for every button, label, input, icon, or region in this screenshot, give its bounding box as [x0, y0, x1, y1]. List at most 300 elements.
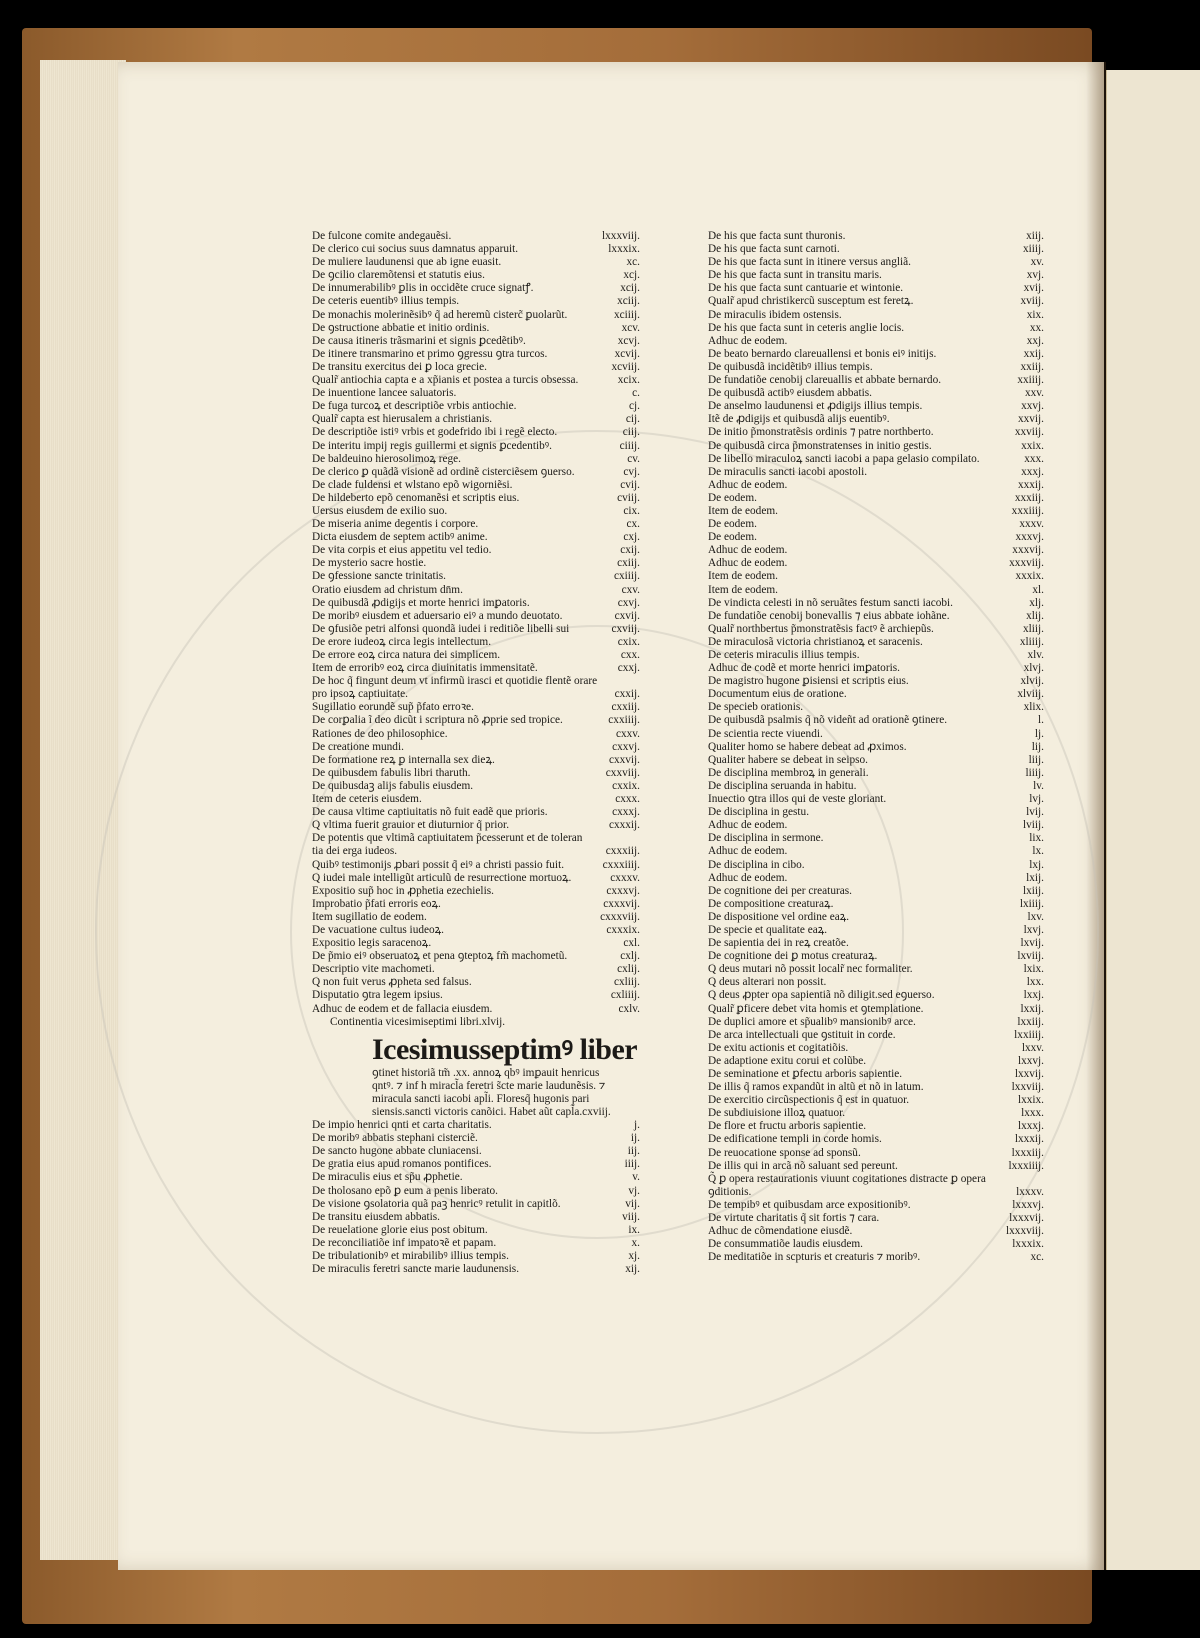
toc-entry	[312, 584, 640, 597]
toc-entry-number: lxxiij.	[1017, 1015, 1044, 1028]
toc-entry-title: De moribꝰ abbatis stephani cisterciẽ.	[312, 1132, 478, 1145]
toc-entry-number: lxxxv.	[1016, 1185, 1044, 1198]
toc-entry-title: De libello miraculoꝝ sancti iacobi a papa gelasio compilato.	[708, 452, 980, 465]
toc-entry	[708, 1212, 1044, 1225]
toc-entry-title: De quibusdã incidẽtibꝰ illius tempis.	[708, 360, 873, 373]
toc-entry	[312, 492, 640, 505]
toc-entry-number: lxv.	[1027, 910, 1044, 923]
toc-entry-title: De visione ꝯsolatoria quã paꝫ henricꝰ retulit in capitlõ.	[312, 1197, 561, 1210]
toc-entry	[708, 989, 1044, 1002]
toc-entry-title: De interitu impij regis guillermi et signis ꝑcedentibꝰ.	[312, 439, 552, 452]
toc-entry-title: De creatione mundi.	[312, 740, 404, 753]
toc-entry-title: Q̃ non fuit verus ꝓpheta sed falsus.	[312, 976, 472, 989]
toc-entry	[708, 518, 1044, 531]
toc-entry-number: vj.	[628, 1184, 640, 1197]
toc-entry	[708, 295, 1044, 308]
toc-entry	[708, 1238, 1044, 1251]
toc-entry	[708, 1081, 1044, 1094]
toc-entry-title: De causa itineris trãsmarini et signis ꝑcedẽtibꝰ.	[312, 334, 526, 347]
toc-entry-number: cxxvj.	[612, 740, 640, 753]
toc-entry-number: xxix.	[1021, 439, 1044, 452]
toc-entry	[312, 1211, 640, 1224]
toc-entry	[312, 845, 640, 858]
toc-entry	[708, 1120, 1044, 1133]
toc-entry	[312, 413, 640, 426]
toc-entry	[312, 453, 640, 466]
toc-entry-number: lxj.	[1029, 858, 1044, 871]
toc-entry	[312, 505, 640, 518]
toc-entry	[312, 859, 640, 872]
toc-entry-title: De quibusdã psalmis q̃ nõ videñt ad orationẽ ꝯtinere.	[708, 714, 948, 727]
toc-entry	[312, 636, 640, 649]
toc-entry-title: De magistro hugone ꝑisiensi et scriptis eius.	[708, 675, 909, 688]
toc-entry-number: lxviij.	[1017, 950, 1044, 963]
toc-entry-title: De transitu eiusdem abbatis.	[312, 1210, 441, 1223]
toc-entry-number: lxiiij.	[1019, 897, 1044, 910]
book-intro-line: miracula sancti iacobi apl̃i. Floresq̃ hugonis pari	[372, 1092, 590, 1105]
toc-entry	[708, 688, 1044, 701]
toc-entry	[708, 793, 1044, 806]
toc-entry-number: xxxviij.	[1009, 557, 1044, 570]
toc-entry-number: xlvij.	[1020, 675, 1044, 688]
toc-entry-title: Sugillatio eorundẽ sup̃ p̃fato erroꝛe.	[312, 701, 474, 714]
toc-entry-number: xlj.	[1029, 596, 1044, 609]
toc-entry-title: De miraculis sancti iacobi apostoli.	[708, 465, 868, 478]
toc-entry	[708, 1186, 1044, 1199]
toc-entry	[708, 767, 1044, 780]
toc-entry-number: cxxxvj.	[606, 884, 640, 897]
toc-entry-title: De arca intellectuali que ꝯstituit in corde.	[708, 1028, 896, 1041]
toc-entry-number: j.	[634, 1119, 640, 1132]
left-column	[312, 230, 640, 1276]
toc-entry-title: Expositio sup̃ hoc in ꝓphetia ezechielis.	[312, 884, 494, 897]
toc-entry	[708, 531, 1044, 544]
toc-entry	[312, 688, 640, 701]
toc-entry-number: cvij.	[620, 478, 640, 491]
toc-entry-number: lj.	[1034, 727, 1044, 740]
toc-entry	[708, 754, 1044, 767]
toc-entry	[708, 387, 1044, 400]
toc-entry-title: De impio henrici qnti et carta charitatis.	[312, 1119, 492, 1132]
book-intro-line: qntꝰ. ⁊ inf h miracl̃a feretri s̃cte marie laudunẽsis. ⁊	[372, 1079, 606, 1092]
toc-entry-title: De scientia recte viuendi.	[708, 727, 823, 740]
toc-entry	[312, 426, 640, 439]
toc-entry-title: De compositione creaturaꝝ.	[708, 897, 834, 910]
toc-entry	[312, 1158, 640, 1171]
toc-entry-title: De disciplina in cibo.	[708, 858, 805, 871]
toc-entry-title: Descriptio vite machometi.	[312, 963, 435, 976]
toc-entry-title: Adhuc de eodem.	[708, 478, 788, 491]
toc-entry-number: xxxv.	[1019, 518, 1044, 531]
toc-entry	[708, 649, 1044, 662]
book-intro-line: siensis.sancti victoris canõici. Habet aũt capl̃a.cxviij.	[372, 1106, 611, 1118]
toc-entry-title: De quibusdã ꝓdigijs et morte henrici imꝑatoris.	[312, 596, 530, 609]
toc-entry-title: De duplici amore et sp̃ualibꝰ mansionibꝰ arce.	[708, 1015, 916, 1028]
toc-entry	[312, 937, 640, 950]
toc-entry-title: De beato bernardo clareuallensi et bonis eiꝰ initijs.	[708, 347, 937, 360]
toc-entry	[312, 348, 640, 361]
toc-entry-number: cxxix.	[612, 779, 640, 792]
toc-entry	[312, 230, 640, 243]
toc-entry-title: Improbatio p̃fati erroris eoꝝ.	[312, 897, 441, 910]
toc-entry-title: De miraculosã victoria christianoꝝ et saracenis.	[708, 635, 923, 648]
toc-entry	[312, 610, 640, 623]
toc-entry-number: v.	[632, 1171, 640, 1184]
toc-entry	[312, 662, 640, 675]
toc-entry	[312, 479, 640, 492]
toc-entry	[708, 623, 1044, 636]
toc-entry-number: cv.	[627, 452, 640, 465]
toc-entry-title: Item de eodem.	[708, 570, 778, 583]
toc-entry-number: cxxxiiij.	[602, 858, 640, 871]
toc-entry	[312, 256, 640, 269]
toc-entry-number: lxxj.	[1023, 989, 1044, 1002]
toc-entry	[708, 976, 1044, 989]
toc-entry-title: Uersus eiusdem de exilio suo.	[312, 504, 448, 517]
toc-entry-number: xciij.	[617, 295, 640, 308]
toc-entry-title: Adhuc de codẽ et morte henrici imꝑatoris.	[708, 662, 900, 675]
toc-entry	[708, 348, 1044, 361]
toc-entry	[708, 1251, 1044, 1264]
toc-entry-number: cxvj.	[617, 596, 640, 609]
toc-entry-number: xciiij.	[613, 308, 640, 321]
toc-entry	[708, 243, 1044, 256]
toc-entry	[708, 1199, 1044, 1212]
toc-entry-title: De his que facta sunt in transitu maris.	[708, 269, 882, 282]
toc-entry-number: cxvij.	[614, 609, 640, 622]
toc-entry	[708, 309, 1044, 322]
toc-entry-number: xxiiij.	[1017, 374, 1044, 387]
toc-entry-title: De eodem.	[708, 531, 757, 544]
toc-entry-title: Q̃ vltima fuerit grauior et diuturnior q̃ prior.	[312, 819, 510, 832]
toc-entry-number: cxix.	[617, 635, 640, 648]
toc-entry-number: xcv.	[621, 321, 640, 334]
toc-entry-number: xcvij.	[614, 347, 640, 360]
toc-entry-number: lxxvij.	[1014, 1068, 1044, 1080]
toc-entry	[708, 557, 1044, 570]
toc-entry	[312, 754, 640, 767]
toc-entry-title: De mysterio sacre hostie.	[312, 557, 427, 570]
toc-entry-number: cxij.	[620, 544, 640, 557]
toc-entry	[312, 295, 640, 308]
toc-entry-number: lxxiiij.	[1014, 1028, 1044, 1041]
toc-entry-title: Q̃ deus ꝓpter opa sapientiã nõ diligit.sed eꝯuerso.	[708, 989, 935, 1002]
toc-entry-title: Qualiter homo se habere debeat ad ꝓximos.	[708, 740, 907, 753]
toc-entry-title: De ꝯfusiõe petri alfonsi quondã iudei i reditiõe libelli sui	[312, 622, 570, 635]
toc-entry	[708, 584, 1044, 597]
facing-page-edge	[1106, 70, 1200, 1570]
toc-entry	[312, 440, 640, 453]
toc-entry-title: De fulcone comite andegauẽsi.	[312, 230, 452, 242]
toc-entry-title: De innumerabilibꝰ ꝑlis in occidẽte cruce signatꝭ.	[312, 282, 534, 295]
toc-entry-number: ix.	[628, 1223, 640, 1236]
toc-entry-number: ciiij.	[619, 439, 640, 452]
toc-entry-number: lxxij.	[1020, 1002, 1044, 1015]
toc-entry-number: xxiij.	[1020, 360, 1044, 373]
toc-entry-title: Q̃ deus alterari non possit.	[708, 976, 827, 989]
toc-entry-number: xij.	[625, 1263, 640, 1276]
toc-entry-title: Adhuc de eodem et de fallacia eiusdem.	[312, 1002, 493, 1015]
toc-entry-number: lxxxiij.	[1011, 1146, 1044, 1159]
toc-entry-title: Qualiter habere se debeat in seipso.	[708, 753, 868, 766]
toc-entry-title: De his que facta sunt cantuarie et wintonie.	[708, 282, 904, 295]
toc-entry-title: De quibusdã circa p̃monstratenses in initio gestis.	[708, 439, 932, 452]
toc-entry-number: lxix.	[1023, 963, 1044, 976]
toc-entry	[312, 400, 640, 413]
toc-entry-title: De miseria anime degentis i corpore.	[312, 518, 479, 531]
toc-entry	[708, 479, 1044, 492]
toc-entry-title: Item de erroribꝰ eoꝝ circa diuinitatis immensitatẽ.	[312, 662, 538, 675]
toc-entry-title: Quibꝰ testimonijs ꝓbari possit q̃ eiꝰ a christi passio fuit.	[312, 858, 565, 871]
toc-entry	[312, 1224, 640, 1237]
toc-entry	[312, 701, 640, 714]
toc-entry-number: liiij.	[1025, 766, 1044, 779]
toc-entry-number: lij.	[1031, 740, 1044, 753]
toc-entry-title: De potentis que vltimã captiuitatem p̃cesserunt et de toleran	[312, 832, 583, 845]
toc-entry-title: De miraculis feretri sancte marie laudunensis.	[312, 1263, 520, 1276]
toc-entry-number: xxxvj.	[1015, 531, 1044, 544]
toc-entry	[312, 623, 640, 636]
toc-entry	[708, 361, 1044, 374]
toc-entry-title: Qualr̃ ꝑficere debet vita homis et ꝯtemplatione.	[708, 1002, 924, 1015]
toc-entry-title: De exercitio circũspectionis q̃ est in quatuor.	[708, 1094, 910, 1107]
toc-entry-number: lxvij.	[1020, 937, 1044, 950]
toc-entry	[708, 832, 1044, 845]
toc-entry-number: vij.	[625, 1197, 640, 1210]
toc-entry-title: De tholosano epõ ꝑ eum a penis liberato.	[312, 1184, 498, 1197]
toc-entry-number: cviij.	[617, 491, 640, 504]
toc-entry-title: tia dei erga iudeos.	[312, 845, 398, 858]
toc-entry	[312, 1250, 640, 1263]
toc-entry	[312, 597, 640, 610]
toc-entry	[708, 937, 1044, 950]
toc-entry-number: xxxiij.	[1014, 491, 1044, 504]
toc-entry	[312, 1263, 640, 1276]
toc-entry-number: cxxj.	[617, 662, 640, 675]
toc-entry	[312, 282, 640, 295]
toc-entry	[312, 570, 640, 583]
toc-entry-title: De anselmo laudunensi et ꝓdigijs illius tempis.	[708, 400, 923, 413]
toc-entry-title: De illis q̃ ramos expandũt in altũ et nõ in latum.	[708, 1081, 924, 1094]
toc-entry-title: De clade fuldensi et wlstano epõ wigorniẽsi.	[312, 478, 513, 491]
toc-entry	[708, 453, 1044, 466]
toc-entry-title: De his que facta sunt thuronis.	[708, 230, 846, 242]
toc-entry	[312, 466, 640, 479]
toc-entry-title: Item de eodem.	[708, 504, 778, 517]
toc-entry	[708, 505, 1044, 518]
book-intro-line: ꝯtinet historiã tm̃ .xx. annoꝝ qbꝰ imꝑauit henricus	[372, 1066, 600, 1079]
toc-entry-title: Item de eodem.	[708, 583, 778, 596]
toc-entry-title: De miraculis ibidem ostensis.	[708, 308, 842, 321]
toc-entry-number: lxxviij.	[1011, 1081, 1044, 1094]
toc-entry-number: xxij.	[1023, 347, 1044, 360]
toc-entry	[708, 1016, 1044, 1029]
toc-entry-number: cxxiij.	[611, 701, 640, 714]
toc-entry-title: De inuentione lancee saluatoris.	[312, 387, 457, 400]
toc-entry-title: De reuelatione glorie eius post obitum.	[312, 1223, 488, 1236]
toc-entry-number: xxj.	[1026, 334, 1044, 347]
toc-entry-title: De vacuatione cultus iudeoꝝ.	[312, 923, 445, 936]
toc-entry-title: Item de ceteris eiusdem.	[312, 793, 422, 806]
toc-entry-title: De cognitione dei per creaturas.	[708, 884, 852, 897]
toc-entry-title: De his que facta sunt in ceteris anglie locis.	[708, 321, 905, 334]
toc-entry-number: lvj.	[1029, 793, 1044, 806]
toc-entry-number: cxlij.	[617, 963, 640, 976]
toc-entry	[708, 335, 1044, 348]
toc-entry-number: lxxxij.	[1014, 1133, 1044, 1146]
toc-entry-title: Documentum eius de oratione.	[708, 688, 847, 701]
toc-entry	[708, 1107, 1044, 1120]
toc-entry	[312, 793, 640, 806]
toc-entry	[312, 1132, 640, 1145]
toc-entry-title: Adhuc de eodem.	[708, 557, 788, 570]
toc-entry-number: xcj.	[623, 269, 640, 282]
toc-entry	[312, 963, 640, 976]
toc-entry-title: Adhuc de eodem.	[708, 819, 788, 832]
toc-entry-title: De fuga turcoꝝ et descriptiõe vrbis antiochie.	[312, 400, 517, 413]
toc-entry-title: De clerico cui socius suus damnatus apparuit.	[312, 243, 519, 256]
toc-entry	[708, 636, 1044, 649]
toc-entry-title: De hildeberto epõ cenomanẽsi et scriptis eius.	[312, 491, 520, 504]
toc-entry-title: De tribulationibꝰ et mirabilibꝰ illius tempis.	[312, 1250, 509, 1263]
toc-entry	[312, 872, 640, 885]
toc-entry-title: De consummatiõe laudis eiusdem.	[708, 1238, 863, 1251]
toc-entry	[708, 1160, 1044, 1173]
toc-entry-number: cxxxij.	[608, 819, 640, 832]
toc-entry-title: Adhuc de eodem.	[708, 544, 788, 557]
toc-entry-title: De his que facta sunt carnoti.	[708, 243, 840, 256]
toc-entry-title: De transitu exercitus dei ꝑ loca grecie.	[312, 360, 487, 373]
toc-entry-number: x.	[631, 1236, 640, 1249]
toc-entry	[708, 845, 1044, 858]
toc-entry-number: xxv.	[1024, 387, 1044, 400]
toc-entry-number: cij.	[625, 413, 640, 426]
toc-entry-number: cxxx.	[615, 793, 640, 806]
toc-entry-number: cj.	[629, 400, 640, 413]
toc-entry-number: xvij.	[1023, 282, 1044, 295]
toc-entry	[708, 950, 1044, 963]
toc-entry-title: Itẽ de ꝓdigijs et quibusdã alijs euentibꝰ.	[708, 413, 890, 426]
toc-entry-title: De ceteris euentibꝰ illius tempis.	[312, 295, 460, 308]
toc-entry-number: xlij.	[1026, 609, 1044, 622]
toc-entry	[708, 911, 1044, 924]
toc-entry-number: cxiij.	[617, 557, 640, 570]
toc-entry	[312, 544, 640, 557]
toc-entry-title: De itinere transmarino et primo ꝯgressu ꝯtra turcos.	[312, 347, 548, 360]
toc-entry-title: Qualr̃ apud christikercũ susceptum est feretꝝ.	[708, 295, 914, 308]
toc-entry	[708, 400, 1044, 413]
toc-entry-number: lxx.	[1026, 976, 1044, 989]
toc-entry-title: Disputatio ꝯtra legem ipsius.	[312, 989, 443, 1002]
toc-entry	[708, 701, 1044, 714]
toc-entry-title: De moribꝰ eiusdem et aduersario eiꝰ a mundo deuotato.	[312, 609, 563, 622]
toc-entry	[708, 728, 1044, 741]
toc-entry	[312, 335, 640, 348]
toc-entry	[708, 374, 1044, 387]
gutter-shadow	[1086, 62, 1106, 1570]
toc-entry-number: cxx.	[620, 649, 640, 661]
toc-entry-number: lxxxvj.	[1012, 1198, 1044, 1211]
toc-entry-number: xliiij.	[1019, 635, 1044, 648]
toc-entry	[312, 1171, 640, 1184]
toc-entry-title: Q̃ ꝑ opera restaurationis viuunt cogitationes distracte ꝑ opera	[708, 1172, 986, 1185]
toc-entry-title: De sancto hugone abbate cluniacensi.	[312, 1145, 482, 1158]
toc-entry	[708, 741, 1044, 754]
toc-entry-title: De corꝑalia ĩ deo dicũt i scriptura nõ ꝓprie sed tropice.	[312, 714, 563, 727]
toc-entry-number: cxxv.	[615, 727, 640, 740]
toc-entry-number: lv.	[1033, 779, 1044, 792]
toc-entry-title: De flore et fructu arboris sapientie.	[708, 1120, 867, 1133]
toc-entry	[312, 714, 640, 727]
toc-entry-number: cxviij.	[611, 622, 640, 635]
toc-entry-number: xiij.	[1026, 230, 1044, 242]
toc-entry-number: xlix.	[1023, 701, 1044, 714]
toc-entry	[312, 1003, 640, 1016]
toc-entry	[708, 570, 1044, 583]
toc-entry-title: De seminatione et ꝑfectu arboris sapientie.	[708, 1068, 903, 1080]
toc-entry	[312, 1198, 640, 1211]
toc-entry-title: De virtute charitatis q̃ sit fortis ⁊ cara.	[708, 1212, 880, 1225]
toc-entry-title: De ꝯstructione abbatie et initio ordinis.	[312, 321, 490, 334]
toc-entry-title: De vindicta celesti in nõ seruãtes festum sancti iacobi.	[708, 596, 954, 609]
toc-entry-title: Q̃ iudei male intelligũt articulũ de resurrectione mortuoꝝ.	[312, 871, 572, 884]
toc-entry	[708, 544, 1044, 557]
toc-entry	[708, 1094, 1044, 1107]
toc-entry-title: Qualr̃ antiochia capta e a xp̃ianis et postea a turcis obsessa.	[312, 374, 579, 387]
toc-entry-number: ciij.	[622, 426, 640, 439]
toc-entry-number: xxvj.	[1021, 400, 1044, 413]
toc-entry-number: xxxj.	[1021, 465, 1044, 478]
toc-entry-title: De disciplina seruanda in habitu.	[708, 779, 857, 792]
toc-entry-number: cxliiij.	[610, 989, 640, 1002]
toc-entry-number: iij.	[627, 1145, 640, 1158]
toc-entry-title: De quibusdaꝫ alijs fabulis eiusdem.	[312, 779, 474, 792]
toc-entry-number: xc.	[1030, 1251, 1044, 1264]
toc-entry-title: Q̃ deus mutari nõ possit localr̃ nec formaliter.	[708, 963, 913, 976]
toc-entry-title: Inuectio ꝯtra illos qui de veste gloriant.	[708, 793, 887, 806]
toc-entry	[708, 610, 1044, 623]
toc-entry	[312, 531, 640, 544]
toc-entry-number: c.	[632, 387, 640, 400]
toc-entry-title: De eodem.	[708, 491, 757, 504]
toc-entry	[312, 361, 640, 374]
toc-entry-title: De muliere laudunensi que ab igne euasit.	[312, 256, 502, 269]
toc-entry-title: Adhuc de cõmendatione eiusdẽ.	[708, 1225, 853, 1238]
toc-entry-number: xvj.	[1026, 269, 1044, 282]
toc-entry	[312, 518, 640, 531]
toc-entry-number: cxxviij.	[605, 766, 640, 779]
toc-entry-title: De exitu actionis et cogitatiõis.	[708, 1041, 849, 1054]
toc-entry-number: lxxxviij.	[602, 230, 640, 242]
toc-entry-title: De ꝯfessione sancte trinitatis.	[312, 570, 446, 583]
toc-entry-number: cxl.	[623, 937, 640, 950]
toc-entry-number: lxxx.	[1021, 1107, 1044, 1120]
toc-entry-title: De gratia eius apud romanos pontifices.	[312, 1158, 492, 1171]
toc-entry	[312, 898, 640, 911]
toc-entry-title: Qualr̃ northbertus p̃monstratẽsis factꝰ ẽ archiepũs.	[708, 622, 934, 635]
toc-entry-title: Item sugillatio de eodem.	[312, 910, 427, 923]
toc-entry-number: xlvj.	[1023, 662, 1044, 675]
toc-entry-title: De specieb orationis.	[708, 701, 804, 714]
toc-entry	[708, 898, 1044, 911]
book-title: Icesimusseptimꝰ liber	[372, 1032, 638, 1066]
toc-entry	[708, 1029, 1044, 1042]
toc-entry-number: lxxxix.	[1012, 1238, 1044, 1251]
toc-entry	[708, 1225, 1044, 1238]
toc-entry-number: cxxiiij.	[608, 714, 640, 727]
toc-entry	[708, 230, 1044, 243]
toc-entry-number: xviij.	[1020, 295, 1044, 308]
